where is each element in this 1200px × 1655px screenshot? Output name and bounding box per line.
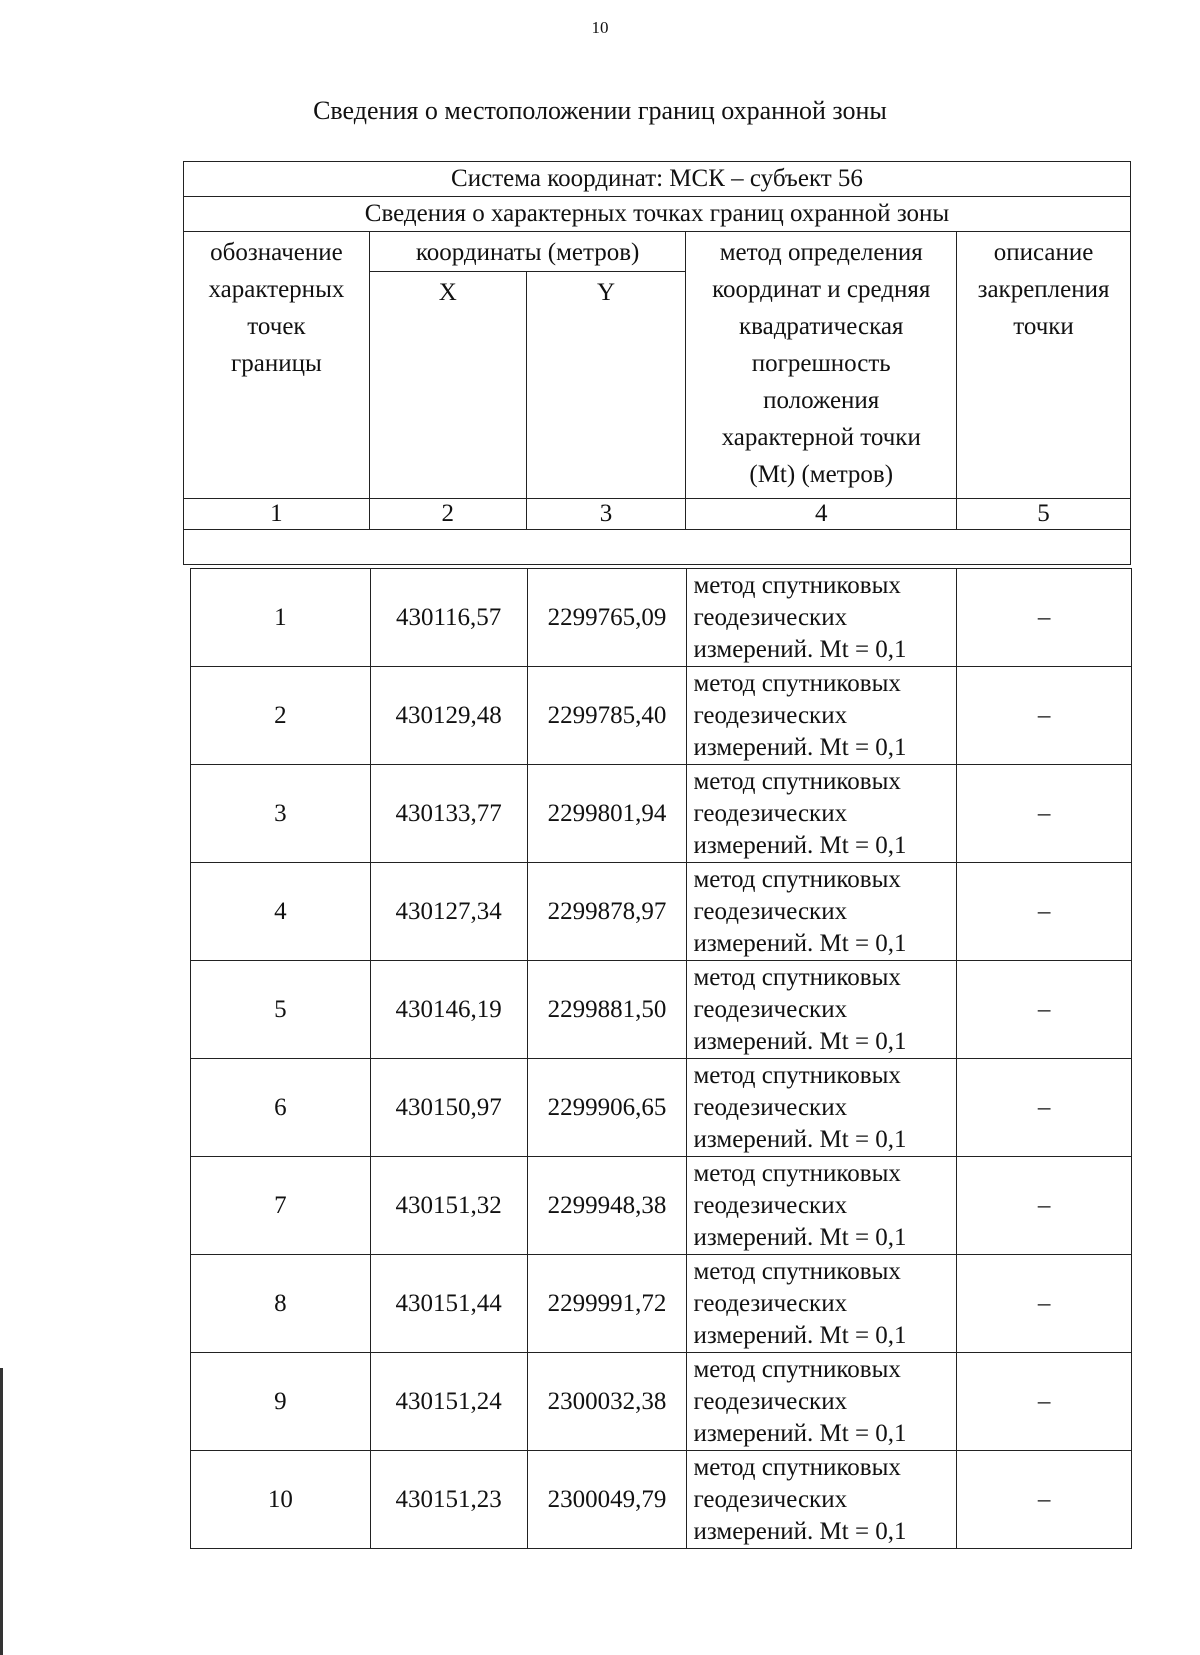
method-line: измерений. Mt = 0,1 [693, 1125, 907, 1153]
y-coordinate-cell: 2299785,40 [527, 667, 687, 765]
column-number: 5 [957, 499, 1131, 530]
method-cell [687, 667, 957, 765]
method-line: геодезических [693, 799, 848, 827]
method-line: измерений. Mt = 0,1 [693, 1321, 907, 1349]
method-line: геодезических [693, 1485, 848, 1513]
method-header-line: метод определения [719, 239, 923, 266]
table-row [191, 765, 1132, 863]
coordinate-system-row [184, 162, 1131, 197]
method-cell [687, 1451, 957, 1549]
method-header-line: погрешность [751, 350, 891, 377]
method-cell [687, 1157, 957, 1255]
description-cell: – [957, 1059, 1132, 1157]
method-line: измерений. Mt = 0,1 [693, 1223, 907, 1251]
table-row [191, 1255, 1132, 1353]
designation-header-line: точек [247, 313, 306, 340]
method-line: метод спутниковых [693, 1453, 901, 1481]
x-coordinate-cell: 430129,48 [370, 667, 527, 765]
x-coordinate-cell: 430151,24 [370, 1353, 527, 1451]
page-number: 10 [591, 18, 609, 37]
method-header-line: положения [763, 387, 880, 414]
method-cell [687, 765, 957, 863]
point-number-cell: 7 [191, 1157, 371, 1255]
method-line: измерений. Mt = 0,1 [693, 929, 907, 957]
description-cell: – [957, 667, 1132, 765]
points-info-cell: Сведения о характерных точках границ охранной зоны [184, 197, 1131, 232]
y-coordinate-cell: 2299906,65 [527, 1059, 687, 1157]
y-coordinate-cell: 2299765,09 [527, 569, 687, 667]
designation-header [184, 232, 370, 499]
description-cell: – [957, 863, 1132, 961]
table-row [191, 1059, 1132, 1157]
scan-edge-mark [0, 1368, 3, 1655]
header-table [183, 161, 1131, 565]
table-row [191, 1157, 1132, 1255]
y-coordinate-cell: 2300049,79 [527, 1451, 687, 1549]
method-cell [687, 1353, 957, 1451]
description-header-line: точки [1013, 313, 1074, 340]
point-number-cell: 5 [191, 961, 371, 1059]
point-number-cell: 9 [191, 1353, 371, 1451]
y-coordinate-cell: 2299801,94 [527, 765, 687, 863]
description-cell: – [957, 961, 1132, 1059]
coordinate-system-cell: Система координат: МСК – субъект 56 [184, 162, 1131, 197]
method-line: измерений. Mt = 0,1 [693, 1517, 907, 1545]
method-line: измерений. Mt = 0,1 [693, 635, 907, 663]
description-cell: – [957, 1255, 1132, 1353]
method-line: геодезических [693, 701, 848, 729]
method-header-line: координат и средняя [712, 276, 931, 303]
x-coordinate-cell: 430133,77 [370, 765, 527, 863]
y-coordinate-cell: 2299948,38 [527, 1157, 687, 1255]
description-cell: – [957, 1353, 1132, 1451]
description-header-line: описание [993, 239, 1094, 266]
description-header-line: закрепления [977, 276, 1110, 303]
y-coordinate-cell: 2299881,50 [527, 961, 687, 1059]
method-line: метод спутниковых [693, 963, 901, 991]
method-line: метод спутниковых [693, 1257, 901, 1285]
points-table [190, 568, 1132, 1549]
method-line: метод спутниковых [693, 767, 901, 795]
method-line: геодезических [693, 897, 848, 925]
designation-header-line: обозначение [210, 239, 343, 266]
method-line: измерений. Mt = 0,1 [693, 1027, 907, 1055]
y-coordinate-cell: 2299878,97 [527, 863, 687, 961]
table-row [191, 863, 1132, 961]
method-line: геодезических [693, 603, 848, 631]
point-number-cell: 1 [191, 569, 371, 667]
x-coordinate-cell: 430151,32 [370, 1157, 527, 1255]
method-line: геодезических [693, 1387, 848, 1415]
method-line: геодезических [693, 1289, 848, 1317]
table-row [191, 667, 1132, 765]
description-cell: – [957, 1157, 1132, 1255]
column-number: 4 [686, 499, 957, 530]
method-cell [687, 863, 957, 961]
point-number-cell: 8 [191, 1255, 371, 1353]
point-number-cell: 2 [191, 667, 371, 765]
method-line: метод спутниковых [693, 1061, 901, 1089]
column-number-row [184, 499, 1131, 530]
method-line: метод спутниковых [693, 1159, 901, 1187]
column-number: 3 [526, 499, 686, 530]
table-row [191, 961, 1132, 1059]
x-coordinate-cell: 430151,44 [370, 1255, 527, 1353]
table-row [191, 1451, 1132, 1549]
description-cell: – [957, 1451, 1132, 1549]
point-number-cell: 10 [191, 1451, 371, 1549]
method-header-line: (Mt) (метров) [749, 461, 894, 488]
method-header-line: квадратическая [738, 313, 904, 340]
column-number: 1 [184, 499, 370, 530]
method-cell [687, 569, 957, 667]
point-number-cell: 6 [191, 1059, 371, 1157]
method-line: измерений. Mt = 0,1 [693, 1419, 907, 1447]
column-number: 2 [369, 499, 526, 530]
description-cell: – [957, 765, 1132, 863]
x-coordinate-cell: 430146,19 [370, 961, 527, 1059]
method-line: метод спутниковых [693, 571, 901, 599]
method-line: метод спутниковых [693, 1355, 901, 1383]
table-row [191, 569, 1132, 667]
method-line: геодезических [693, 1191, 848, 1219]
method-header [686, 232, 957, 499]
method-cell [687, 1255, 957, 1353]
points-info-row [184, 197, 1131, 232]
points-body [191, 569, 1132, 1549]
table-row [191, 1353, 1132, 1451]
y-coordinate-cell: 2299991,72 [527, 1255, 687, 1353]
method-cell [687, 961, 957, 1059]
empty-cell [184, 530, 1131, 565]
x-coordinate-cell: 430151,23 [370, 1451, 527, 1549]
page-title: Сведения о местоположении границ охранной зоны [313, 96, 887, 125]
description-header [957, 232, 1131, 499]
method-line: геодезических [693, 995, 848, 1023]
point-number-cell: 4 [191, 863, 371, 961]
method-line: метод спутниковых [693, 669, 901, 697]
method-header-line: характерной точки [721, 424, 921, 451]
method-line: геодезических [693, 1093, 848, 1121]
y-coordinate-cell: 2300032,38 [527, 1353, 687, 1451]
designation-header-line: характерных [208, 276, 345, 303]
x-coordinate-cell: 430116,57 [370, 569, 527, 667]
point-number-cell: 3 [191, 765, 371, 863]
y-header: Y [526, 272, 686, 499]
x-header: X [369, 272, 526, 499]
coordinates-header: координаты (метров) [369, 232, 686, 272]
x-coordinate-cell: 430150,97 [370, 1059, 527, 1157]
method-line: метод спутниковых [693, 865, 901, 893]
method-line: измерений. Mt = 0,1 [693, 733, 907, 761]
designation-header-line: границы [231, 350, 322, 377]
column-header-row [184, 232, 1131, 272]
description-cell: – [957, 569, 1132, 667]
method-cell [687, 1059, 957, 1157]
method-line: измерений. Mt = 0,1 [693, 831, 907, 859]
empty-row [184, 530, 1131, 565]
x-coordinate-cell: 430127,34 [370, 863, 527, 961]
